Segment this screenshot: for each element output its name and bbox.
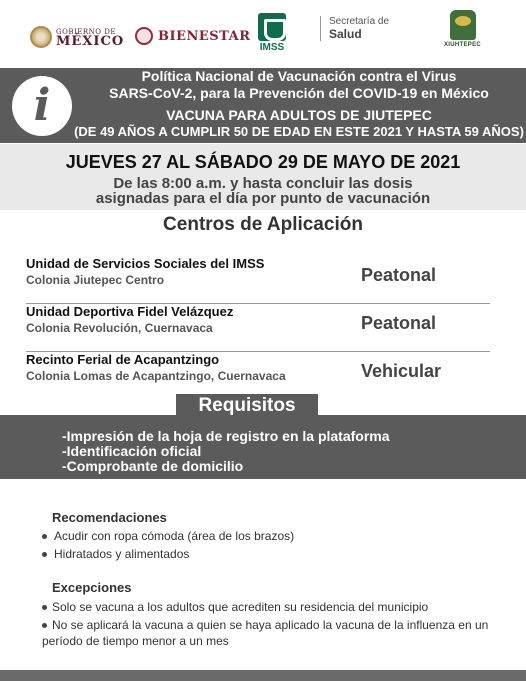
banner-title-line1: Política Nacional de Vacunación contra el Virus [141,68,457,84]
centro-name: Recinto Ferial de Acapantzingo [26,352,220,367]
requisito-item: -Comprobante de domicilio [62,458,244,474]
imss-text: IMSS [259,42,285,53]
gobierno-mexico-logo [30,26,124,48]
info-icon [12,76,72,136]
centro-name: Unidad Deportiva Fidel Velázquez [26,304,234,319]
schedule-band [0,144,526,210]
requisito-item: -Identificación oficial [62,443,202,459]
excepcion-item [42,617,512,649]
bullet-icon [42,534,47,539]
centro-mode: Peatonal [361,265,437,285]
xiutepec-logo [444,10,481,48]
bullet-icon [42,623,47,628]
schedule-hours-line2: asignadas para el día por punto de vacunación [95,190,431,207]
banner-age-range: (DE 49 AÑOS A CUMPLIR 50 DE EDAD EN ESTE 2021 Y HASTA 59 AÑOS) [74,124,524,139]
bottom-bar [0,670,526,681]
excepcion-item [42,599,512,615]
banner-vaccine-heading: VACUNA PARA ADULTOS DE JIUTEPEC [166,107,432,123]
bienestar-logo [135,27,251,45]
info-glyph: i [33,80,51,131]
schedule-hours-line1: De las 8:00 a.m. y hasta concluir las dosis [113,175,413,192]
excepcion-text: No se aplicará la vacuna a quien se haya aplicado la vacuna de la influenza en un período de tiempo menor a un mes [42,618,489,648]
requisitos-band [0,415,526,479]
bienestar-seal-icon [135,27,153,45]
recomendaciones-title: Recomendaciones [52,510,167,525]
gobierno-big-text: MÉXICO [56,34,125,49]
excepcion-text: Solo se vacuna a los adultos que acrediten su residencia del municipio [52,600,429,614]
policy-banner [0,68,526,143]
centros-title: Centros de Aplicación [163,214,363,235]
banner-title-line2: SARS-CoV-2, para la Prevención del COVID-19 en México [109,85,489,101]
recomendacion-item [42,547,189,561]
bienestar-text: BIENESTAR [158,28,251,44]
imss-logo [258,13,286,53]
bullet-icon [42,605,47,610]
requisitos-title: Requisitos [176,394,318,417]
centro-row [26,256,490,304]
imss-emblem-icon [258,13,286,41]
logos-header [0,0,526,66]
centro-mode: Peatonal [361,313,437,333]
excepciones-title: Excepciones [52,580,132,595]
xiutepec-emblem-icon [450,10,476,40]
mexico-seal-icon [30,26,52,48]
centro-colonia: Colonia Lomas de Acapantzingo, Cuernavaca [26,369,286,383]
salud-small-text: Secretaría de [329,16,390,27]
recomendacion-item [42,529,294,543]
salud-logo [320,16,389,41]
centro-colonia: Colonia Revolución, Cuernavaca [26,321,213,335]
requisito-item: -Impresión de la hoja de registro en la plataforma [62,428,390,444]
gobierno-small-text: GOBIERNO DE [56,28,116,36]
bullet-icon [42,552,47,557]
centro-mode: Vehicular [361,361,442,381]
recomendacion-text: Acudir con ropa cómoda (área de los brazos) [54,529,295,543]
xiutepec-text: XIUHTEPEC [444,42,482,48]
centro-name: Unidad de Servicios Sociales del IMSS [26,256,265,271]
centro-row [26,304,490,352]
recomendacion-text: Hidratados y alimentados [54,547,190,561]
centro-colonia: Colonia Jiutepec Centro [26,273,165,287]
salud-big-text: Salud [329,27,362,41]
schedule-dates: JUEVES 27 AL SÁBADO 29 DE MAYO DE 2021 [65,152,461,172]
centro-row [26,352,490,400]
